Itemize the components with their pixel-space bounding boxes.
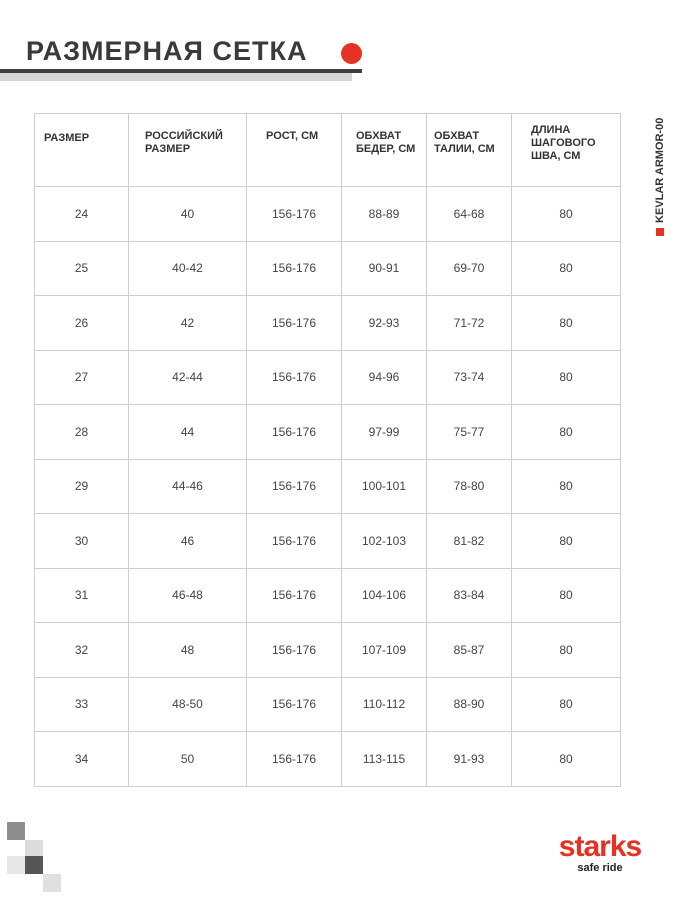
cell-waist: 71-72 [427,296,512,351]
cell-hips: 88-89 [342,187,427,242]
cell-inseam: 80 [512,187,621,242]
cell-russian-size: 46 [129,514,247,569]
decor-square [7,822,25,840]
cell-inseam: 80 [512,568,621,623]
cell-height: 156-176 [247,405,342,460]
cell-size: 32 [35,623,129,678]
cell-hips: 110-112 [342,677,427,732]
logo-brand: starks [558,830,642,863]
cell-size: 30 [35,514,129,569]
cell-hips: 113-115 [342,732,427,787]
cell-size: 34 [35,732,129,787]
cell-waist: 69-70 [427,241,512,296]
cell-waist: 81-82 [427,514,512,569]
cell-waist: 78-80 [427,459,512,514]
cell-size: 26 [35,296,129,351]
table-row [35,514,621,569]
table-row [35,623,621,678]
header-russian-size: РОССИЙСКИЙ РАЗМЕР [129,114,247,187]
cell-height: 156-176 [247,459,342,514]
table-row [35,241,621,296]
table-row [35,459,621,514]
cell-inseam: 80 [512,677,621,732]
cell-height: 156-176 [247,296,342,351]
cell-russian-size: 48-50 [129,677,247,732]
cell-russian-size: 48 [129,623,247,678]
cell-inseam: 80 [512,459,621,514]
cell-height: 156-176 [247,187,342,242]
header-size: РАЗМЕР [35,114,129,187]
header-height: РОСТ, СМ [247,114,342,187]
cell-inseam: 80 [512,623,621,678]
cell-inseam: 80 [512,514,621,569]
cell-hips: 100-101 [342,459,427,514]
header-hips: ОБХВАТ БЕДЕР, СМ [342,114,427,187]
decor-square [43,874,61,892]
cell-russian-size: 42 [129,296,247,351]
cell-waist: 85-87 [427,623,512,678]
cell-inseam: 80 [512,732,621,787]
cell-size: 27 [35,350,129,405]
cell-hips: 104-106 [342,568,427,623]
cell-hips: 102-103 [342,514,427,569]
size-table [34,113,621,787]
cell-russian-size: 50 [129,732,247,787]
table-row [35,568,621,623]
cell-hips: 90-91 [342,241,427,296]
cell-height: 156-176 [247,568,342,623]
title-underline-shadow [0,73,352,81]
cell-hips: 92-93 [342,296,427,351]
cell-height: 156-176 [247,623,342,678]
cell-inseam: 80 [512,405,621,460]
header-inseam: ДЛИНА ШАГОВОГО ШВА, СМ [512,114,621,187]
table-row [35,350,621,405]
cell-waist: 64-68 [427,187,512,242]
table-header-row [35,114,621,187]
cell-height: 156-176 [247,241,342,296]
table-row [35,405,621,460]
cell-hips: 107-109 [342,623,427,678]
cell-waist: 73-74 [427,350,512,405]
cell-russian-size: 42-44 [129,350,247,405]
cell-inseam: 80 [512,296,621,351]
cell-inseam: 80 [512,241,621,296]
side-label [654,118,666,236]
cell-size: 29 [35,459,129,514]
decor-square [25,856,43,874]
cell-size: 24 [35,187,129,242]
cell-waist: 88-90 [427,677,512,732]
decor-square [7,856,25,874]
cell-size: 28 [35,405,129,460]
table-row [35,677,621,732]
cell-size: 25 [35,241,129,296]
table-row [35,187,621,242]
cell-russian-size: 40-42 [129,241,247,296]
red-dot-icon [341,43,362,64]
table-row [35,296,621,351]
cell-height: 156-176 [247,514,342,569]
cell-inseam: 80 [512,350,621,405]
logo-tagline: safe ride [577,862,623,874]
cell-russian-size: 46-48 [129,568,247,623]
side-label-text: KEVLAR ARMOR-00 [654,117,666,223]
brand-logo [546,832,654,874]
cell-russian-size: 44-46 [129,459,247,514]
cell-waist: 75-77 [427,405,512,460]
cell-size: 31 [35,568,129,623]
cell-height: 156-176 [247,350,342,405]
cell-waist: 83-84 [427,568,512,623]
cell-russian-size: 40 [129,187,247,242]
header-waist: ОБХВАТ ТАЛИИ, СМ [427,114,512,187]
cell-size: 33 [35,677,129,732]
cell-hips: 94-96 [342,350,427,405]
cell-height: 156-176 [247,732,342,787]
cell-hips: 97-99 [342,405,427,460]
cell-russian-size: 44 [129,405,247,460]
page-title: РАЗМЕРНАЯ СЕТКА [26,36,308,66]
table-row [35,732,621,787]
red-square-icon [656,228,664,236]
cell-waist: 91-93 [427,732,512,787]
cell-height: 156-176 [247,677,342,732]
